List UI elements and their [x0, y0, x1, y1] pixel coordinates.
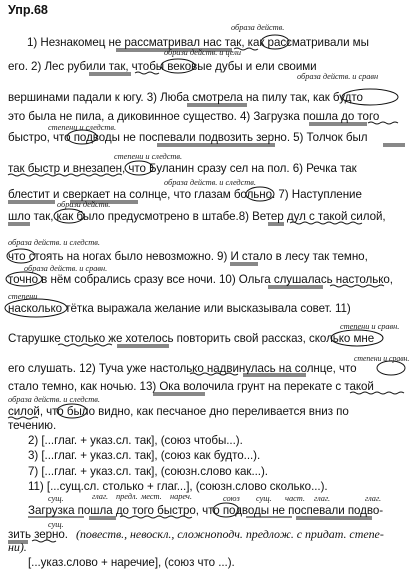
analysis-sentence: Загрузка пошла до того быстро, что подводы не поспевали подво- [28, 504, 384, 517]
body-line-11: насколько тётка выражала желание или высказывала совет. 11) [8, 302, 351, 315]
analysis-sentence-end: зить зерно. [8, 528, 68, 541]
body-line-16: течению. [8, 419, 57, 432]
circled-word [377, 361, 405, 375]
parse-label: мест. [141, 492, 162, 501]
body-line-1: 1) Незнакомец не рассматривал нас так, как рассматривали мы [27, 36, 369, 49]
body-line-9: что стоять на ногах было невозможно. 9) И стало в лесу так темно, [8, 250, 368, 263]
note-11: степени и сравн. [340, 322, 400, 331]
body-line-5: быстро, что подводы не поспевали подвозить зерно. 5) Толчок был [8, 131, 368, 144]
parse-label: предл. [116, 492, 138, 501]
parse-label: глаг. [365, 494, 382, 503]
parse-label: нареч. [170, 492, 192, 501]
scheme-line-1: 2) [...глаг. + указ.сл. так], (союз чтобы...). [28, 434, 243, 447]
body-line-7: блестит и сверкает на солнце, что глазам больно. 7) Наступление [8, 188, 362, 201]
parse-label: глаг. [92, 492, 109, 501]
parse-label: сущ. [256, 494, 272, 503]
note-13: образа действ. и следств. [8, 395, 100, 404]
body-line-13: его слушать. 12) Туча уже настолько надвинулась на солнце, что [8, 362, 357, 375]
note-12: степени и сравн. [354, 354, 410, 363]
note-5: степени и следств. [114, 152, 183, 161]
body-line-4: это была не пила, а диковинное существо. 4) Загрузка пошла до того [8, 110, 380, 123]
note-1: образа действ. [231, 23, 285, 32]
note-9: образа действ. и сравн. [24, 264, 108, 273]
note-7: образа действ. [57, 200, 111, 209]
body-line-8: шло так, как было предусмотрено в штабе.8) Ветер дул с такой силой, [8, 210, 386, 223]
sentence-characteristic: (повеств., невоскл., сложноподч. предлож. с придат. степе- [76, 527, 384, 541]
body-line-15: силой, что было видно, как песчаное дно переливается вниз по [8, 405, 349, 418]
body-line-12: Старушке столько же хотелось повторить свой рассказ, сколько мне [8, 332, 375, 345]
final-scheme: [...указ.слово + наречие], (союз что ...). [28, 556, 235, 569]
parse-label: част. [285, 494, 305, 503]
parse-label: глаг. [314, 494, 331, 503]
body-line-3: вершинами падали к югу. 3) Люба смотрела на пилу так, как будто [8, 91, 363, 104]
body-line-10: точно в нём собрались сразу все ночи. 10) Ольга слушалась настолько, [8, 273, 393, 286]
parse-label: сущ. [48, 520, 64, 529]
body-line-2: его. 2) Лес рубили так, чтобы вековые дубы и ели своими [8, 60, 317, 73]
note-10: степени [8, 292, 38, 301]
scheme-line-2: 3) [...глаг. + указ.сл. так], (союз как будто...). [28, 449, 261, 462]
scheme-line-3: 7) [...глаг. + указ.сл. так], (союзн.слово как...). [28, 465, 268, 478]
note-3: образа действ. и сравн [297, 72, 379, 81]
body-line-14: стало темно, как ночью. 13) Ока волочила грунт на перекате с такой [8, 380, 374, 393]
note-6: образа действ. и следств. [164, 178, 256, 187]
body-line-6: так быстр и внезапен, что Буланин сразу сел на пол. 6) Речка так [8, 162, 357, 175]
sentence-characteristic-end: ни). [8, 540, 27, 554]
note-8: образа действ. и следств. [8, 238, 100, 247]
parse-label: сущ. [48, 494, 64, 503]
note-4: степени и следств. [48, 123, 117, 132]
scheme-line-4: 11) [...сущ.сл. столько + глаг...], (союзн.слово сколько...). [28, 480, 328, 493]
exercise-title: Упр.68 [8, 3, 48, 17]
parse-label: союз [223, 494, 240, 503]
note-2: образа действ. и цели [164, 48, 242, 57]
